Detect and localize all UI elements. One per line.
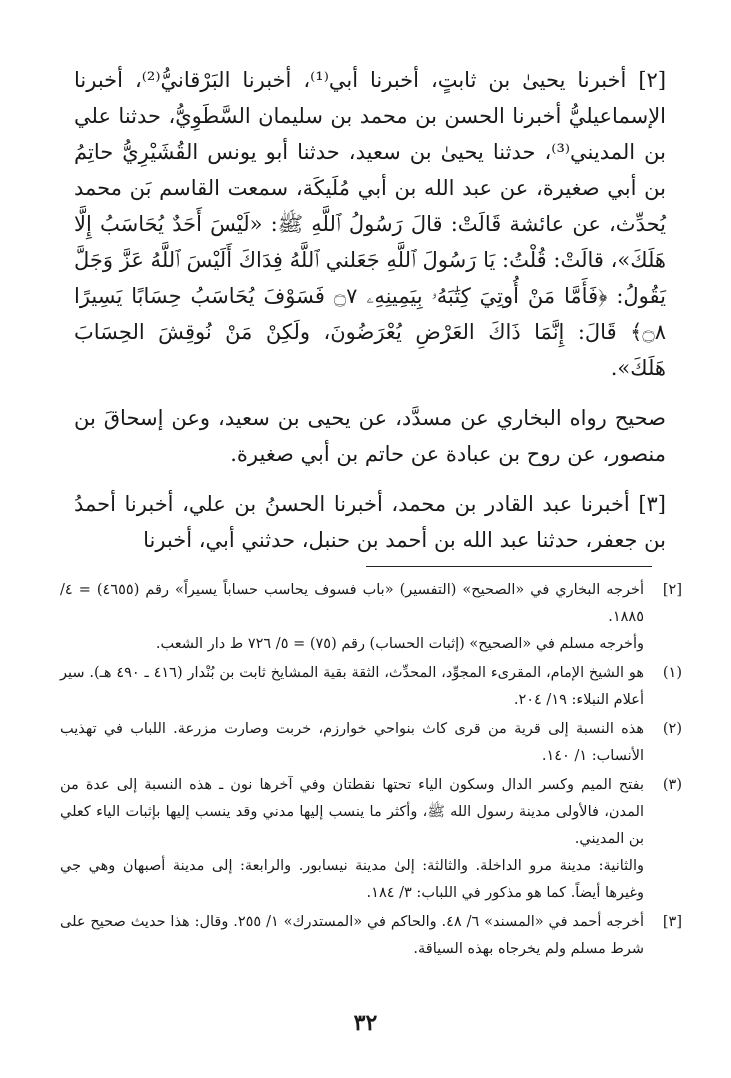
footnote-text: بفتح الميم وكسر الدال وسكون الياء تحتها نقطتان وفي آخرها نون ـ هذه النسبة إلى عدة من المدن، فالأولى مدينة رسول الله ﷺ، وأكثر ما ينسب إليها مدني وقد ينسب إليها بإثبات الياء كعلي بن المديني. [60,777,644,847]
main-text [74,62,666,572]
footnote-text: أخرجه أحمد في «المسند» ٦/ ٤٨. والحاكم في «المستدرك» ١/ ٢٥٥. وقال: هذا حديث صحيح على شرط مسلم ولم يخرجاه بهذه السياقة. [60,914,645,957]
footnote-mark: [٣] [662,914,682,930]
hadith-2-paragraph: [٢] أخبرنا يحيىٰ بن ثابتٍ، أخبرنا أبي⁽¹⁾، أخبرنا البَرْقانيُّ⁽²⁾، أخبرنا الإسماعيليُّ أخبرنا الحسن بن محمد بن سليمان السَّطَوِيُّ، حدثنا علي بن المديني⁽³⁾، حدثنا يحيىٰ بن سعيد، حدثنا أبو يونس القُشَيْرِيُّ حاتِمُ بن أبي صغيرة، عن عبد الله بن أبي مُلَيكَة، سمعت القاسم بَن محمد يُحدِّث، عن عائشة قَالَتْ: قالَ رَسُولُ ٱللَّهِ ﷺ: «لَيْسَ أَحَدٌ يُحَاسَبُ إِلَّا هَلَكَ»، قالَتْ: قُلْتُ: يَا رَسُولَ ٱللَّهِ جَعَلني ٱللَّهُ فِدَاكَ أَلَيْسَ ٱللَّهُ عَزَّ وَجَلَّ يَقُولُ: ﴿فَأَمَّا مَنْ أُوتِيَ كِتَٰبَهُۥ بِيَمِينِهِۦ ۝٧ فَسَوْفَ يُحَاسَبُ حِسَابًا يَسِيرًا ۝٨﴾ قَالَ: إِنَّمَا ذَاكَ العَرْضِ يُعْرَضُونَ، ولَكِنْ مَنْ نُوقِشَ الحِسَابَ هَلَكَ». [74,68,667,380]
hadith-2-grading: صحيح رواه البخاري عن مسدَّد، عن يحيى بن سعيد، وعن إسحاقَ بن منصور، عن روح بن عبادة عن حاتم بن أبي صغيرة. [74,406,666,466]
footnote-mark: (٣) [662,777,682,793]
footnote [60,716,682,770]
footnotes [60,577,682,963]
footnote-text-continued: والثانية: مدينة مرو الداخلة. والثالثة: إلىٰ مدينة نيسابور. والرابعة: إلى مدينة أصبهان وهي جي وغيرها أيضاً. كما هو مذكور في اللباب: ٣/ ١٨٤. [60,858,644,901]
footnote [60,660,682,714]
footnote-text: هذه النسبة إلى قرية من قرى كاث بنواحي خوارزم، خربت وصارت مزرعة. اللباب في تهذيب الأنساب: ١/ ١٤٠. [60,721,644,764]
footnote [60,772,682,907]
page-number: ٣٢ [353,1010,378,1036]
footnote-text: أخرجه البخاري في «الصحيح» (التفسير) «باب فسوف يحاسب حساباً يسيراً» رقم (٤٦٥٥) = ٤/ ١٨٨٥. [60,582,644,625]
hadith-3-paragraph: [٣] أخبرنا عبد القادر بن محمد، أخبرنا الحسنُ بن علي، أخبرنا أحمدُ بن جعفر، حدثنا عبد الله بن أحمد بن حنبل، حدثني أبي، أخبرنا [74,492,666,552]
footnote-text-continued: وأخرجه مسلم في «الصحيح» (إثبات الحساب) رقم (٧٥) = ٥/ ٧٢٦ ط دار الشعب. [155,636,644,652]
footnote [60,577,682,658]
footnote-mark: (١) [662,665,682,681]
footnote-divider [366,566,652,567]
footnote-text: هو الشيخ الإمام، المقرىء المجوِّد، المحدِّث، الثقة بقية المشايخ ثابت بن بُنْدار (٤١٦ ـ ٤٩٠ هـ). سير أعلام النبلاء: ١٩/ ٢٠٤. [60,665,645,708]
footnote-mark: [٢] [662,582,682,598]
footnote [60,909,682,963]
footnote-mark: (٢) [662,721,682,737]
